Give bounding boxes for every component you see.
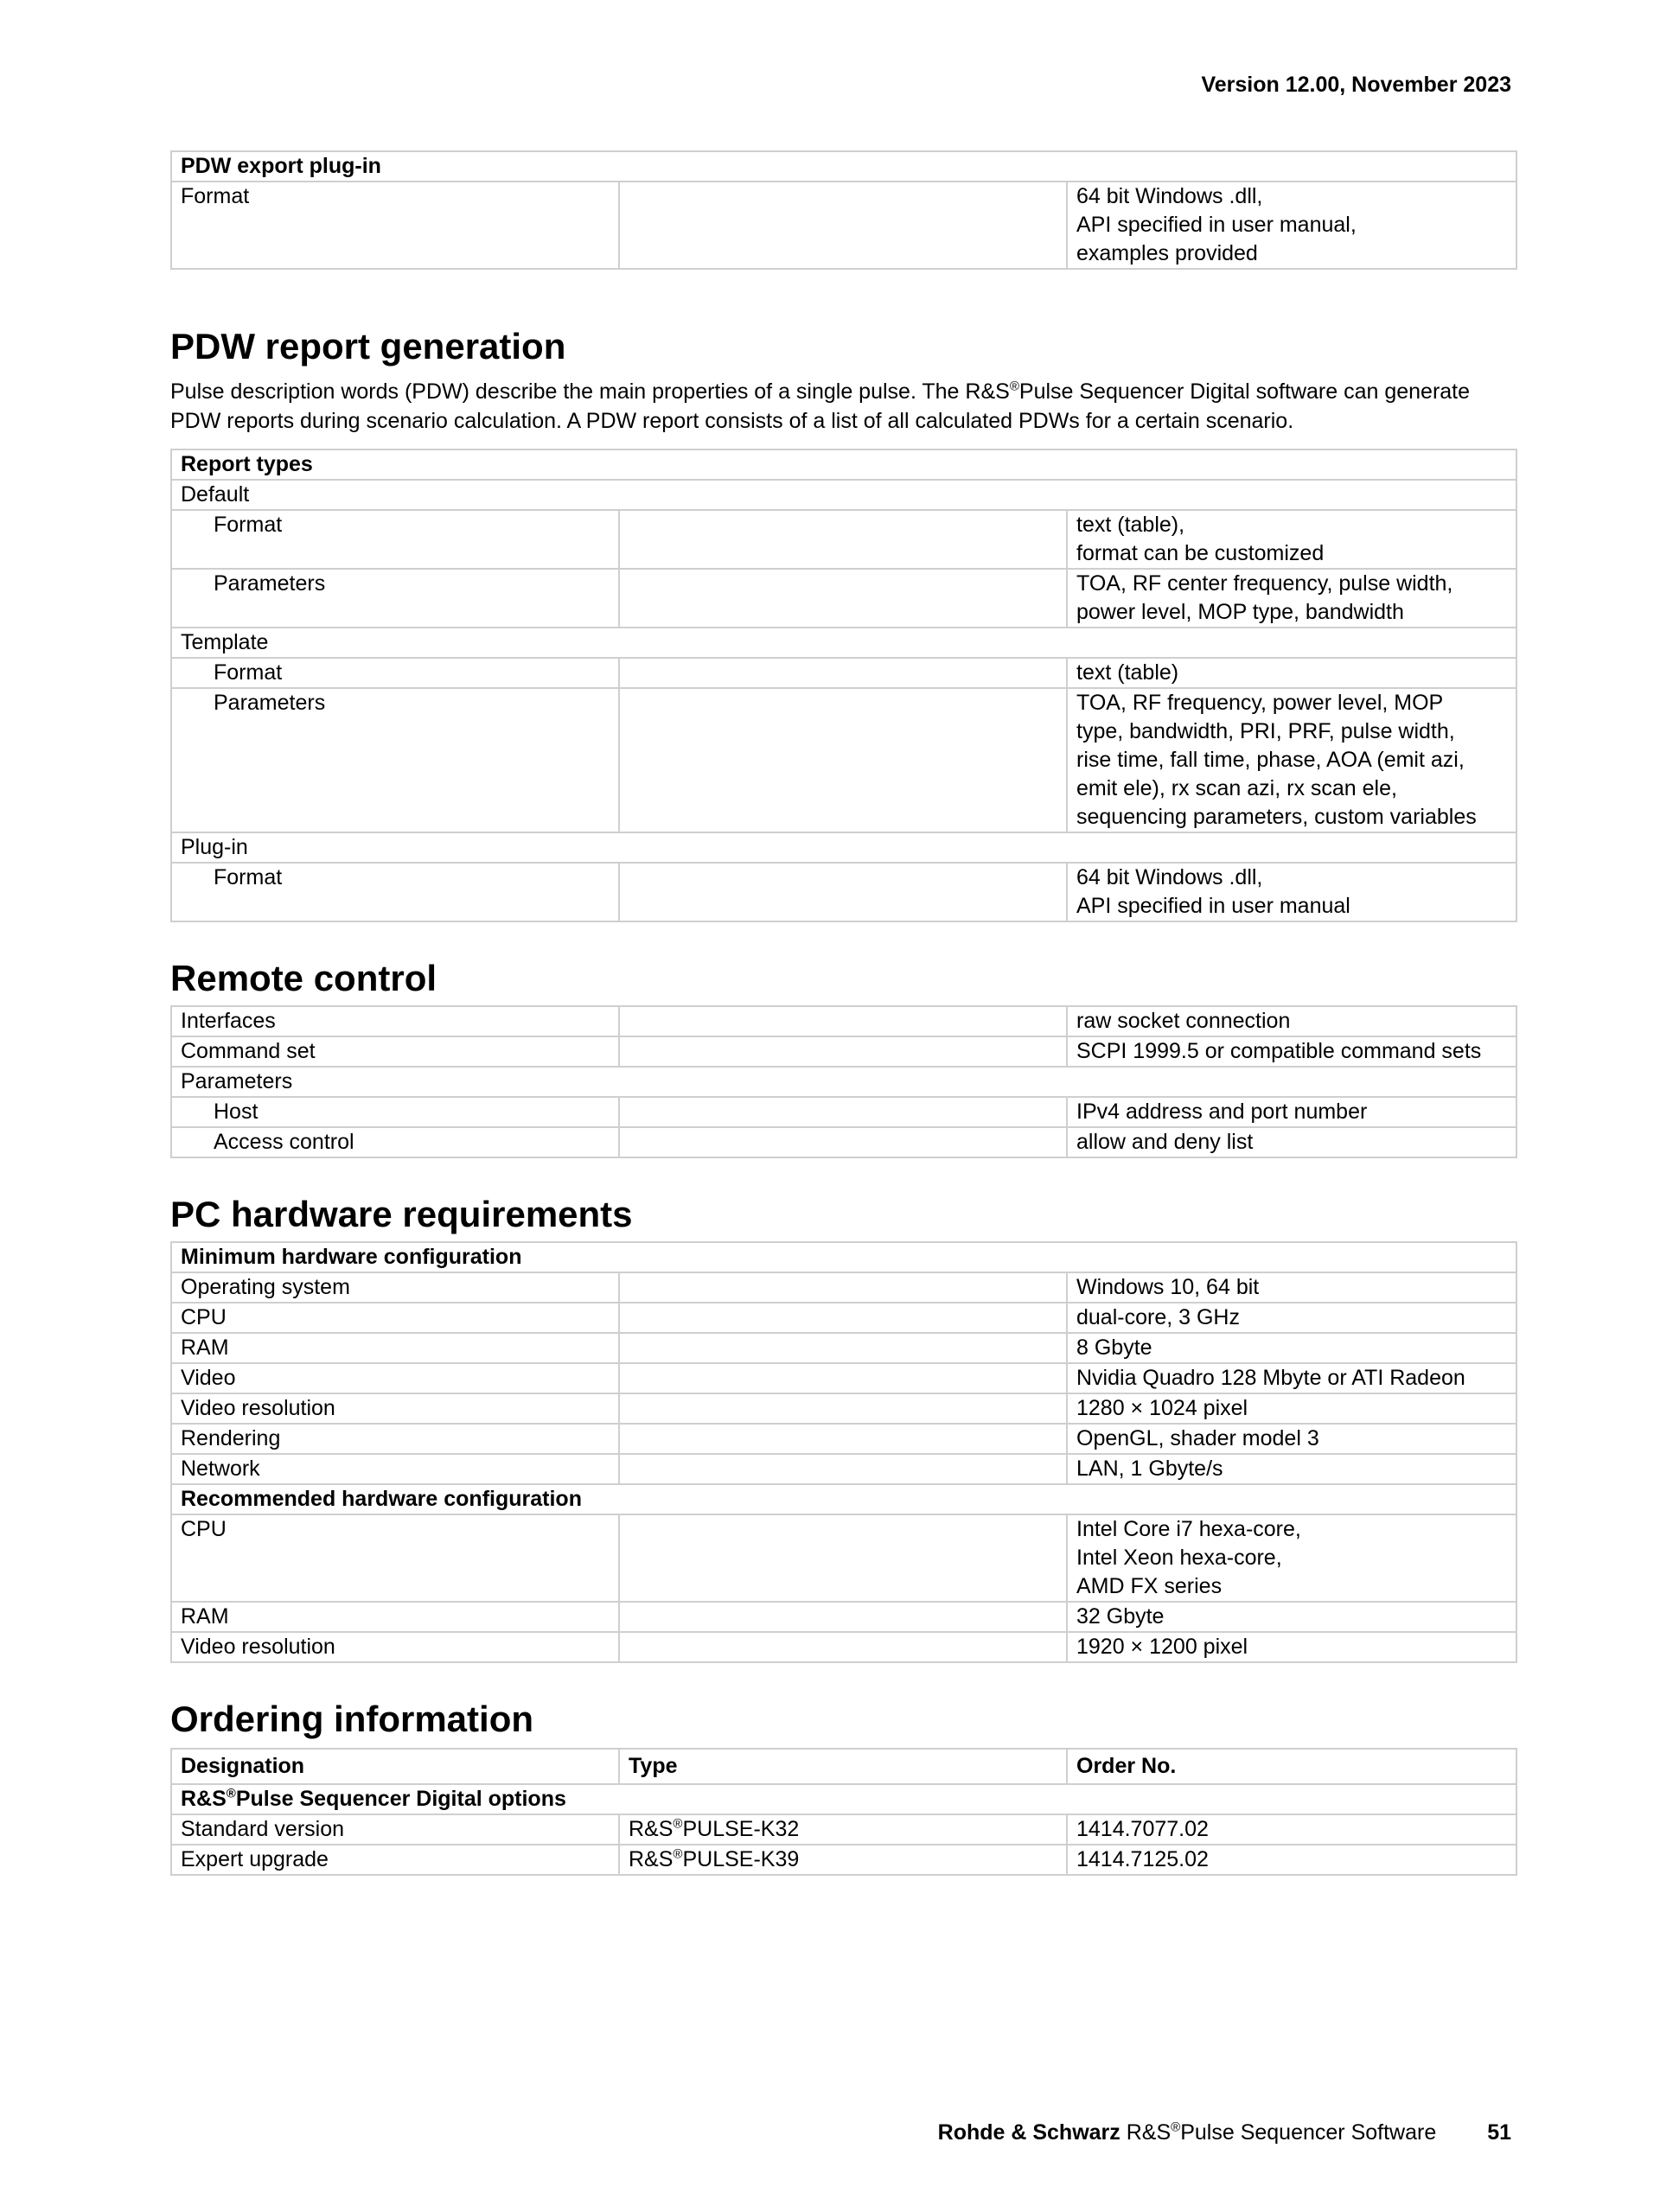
table-row: Expert upgrade R&S®PULSE-K39 1414.7125.02 xyxy=(171,1845,1516,1875)
table-row: Host IPv4 address and port number xyxy=(171,1097,1516,1127)
section-heading: Remote control xyxy=(170,958,437,998)
page-content xyxy=(170,150,1516,1876)
row-label: Format xyxy=(171,182,619,269)
hardware-table xyxy=(170,1241,1517,1663)
table-row: Rendering OpenGL, shader model 3 xyxy=(171,1424,1516,1454)
table-row: CPU dual-core, 3 GHz xyxy=(171,1303,1516,1333)
remote-control-table xyxy=(170,1005,1517,1158)
group-label: Template xyxy=(171,628,1516,658)
section-heading: Ordering information xyxy=(170,1699,533,1739)
table-row: Format 64 bit Windows .dll, API specified in user manual xyxy=(171,863,1516,921)
table-row: RAM 32 Gbyte xyxy=(171,1602,1516,1632)
table-row: Parameters TOA, RF center frequency, pulse width, power level, MOP type, bandwidth xyxy=(171,569,1516,628)
column-header: Designation xyxy=(171,1749,619,1784)
group-label: Parameters xyxy=(171,1067,1516,1097)
table-header-row xyxy=(171,1749,1516,1784)
group-label: Default xyxy=(171,480,1516,510)
table-row: RAM 8 Gbyte xyxy=(171,1333,1516,1363)
table-row: Video resolution 1920 × 1200 pixel xyxy=(171,1632,1516,1662)
group-label: Plug-in xyxy=(171,832,1516,863)
column-header: Order No. xyxy=(1067,1749,1516,1784)
header-version: Version 12.00, November 2023 xyxy=(1201,73,1511,97)
table-row: Parameters TOA, RF frequency, power level, MOP type, bandwidth, PRI, PRF, pulse width, rise time, fall time, phase, AOA (emit azi, emit ele), rx scan azi, rx scan ele, sequencing parameters, custom variables xyxy=(171,688,1516,832)
table-row: Video Nvidia Quadro 128 Mbyte or ATI Radeon xyxy=(171,1363,1516,1393)
table-row: Standard version R&S®PULSE-K32 1414.7077.02 xyxy=(171,1814,1516,1845)
pdw-export-table xyxy=(170,150,1517,270)
table-row: Format text (table), format can be customized xyxy=(171,510,1516,569)
table-row xyxy=(171,182,1516,269)
table-title: Report types xyxy=(171,449,1516,480)
table-title: Recommended hardware configuration xyxy=(171,1484,1516,1514)
report-types-table xyxy=(170,449,1517,922)
table-row: Interfaces raw socket connection xyxy=(171,1006,1516,1036)
page-footer xyxy=(938,2120,1511,2145)
table-row: Command set SCPI 1999.5 or compatible command sets xyxy=(171,1036,1516,1067)
table-row: Access control allow and deny list xyxy=(171,1127,1516,1157)
table-row: Network LAN, 1 Gbyte/s xyxy=(171,1454,1516,1484)
table-title: PDW export plug-in xyxy=(171,151,1516,182)
column-header: Type xyxy=(619,1749,1067,1784)
section-heading: PDW report generation xyxy=(170,326,566,367)
footer-brand: Rohde & Schwarz xyxy=(937,2120,1120,2145)
table-row: Operating system Windows 10, 64 bit xyxy=(171,1272,1516,1303)
table-title: Minimum hardware configuration xyxy=(171,1242,1516,1272)
table-title: R&S®Pulse Sequencer Digital options xyxy=(171,1784,1516,1814)
table-row: Video resolution 1280 × 1024 pixel xyxy=(171,1393,1516,1424)
table-row: Format text (table) xyxy=(171,658,1516,688)
section-intro: Pulse description words (PDW) describe the main properties of a single pulse. The R&S®Pulse Sequencer Digital software can generate PDW reports during scenario calculation. A PDW report consists of a list of all calculated PDWs for a certain scenario. xyxy=(170,379,1471,433)
table-row: CPU Intel Core i7 hexa-core, Intel Xeon hexa-core, AMD FX series xyxy=(171,1514,1516,1602)
footer-product: R&S®Pulse Sequencer Software xyxy=(1126,2120,1437,2145)
page-number: 51 xyxy=(1487,2120,1511,2145)
ordering-table xyxy=(170,1748,1517,1876)
section-heading: PC hardware requirements xyxy=(170,1194,633,1234)
row-value: 64 bit Windows .dll, API specified in user manual, examples provided xyxy=(1067,182,1516,269)
